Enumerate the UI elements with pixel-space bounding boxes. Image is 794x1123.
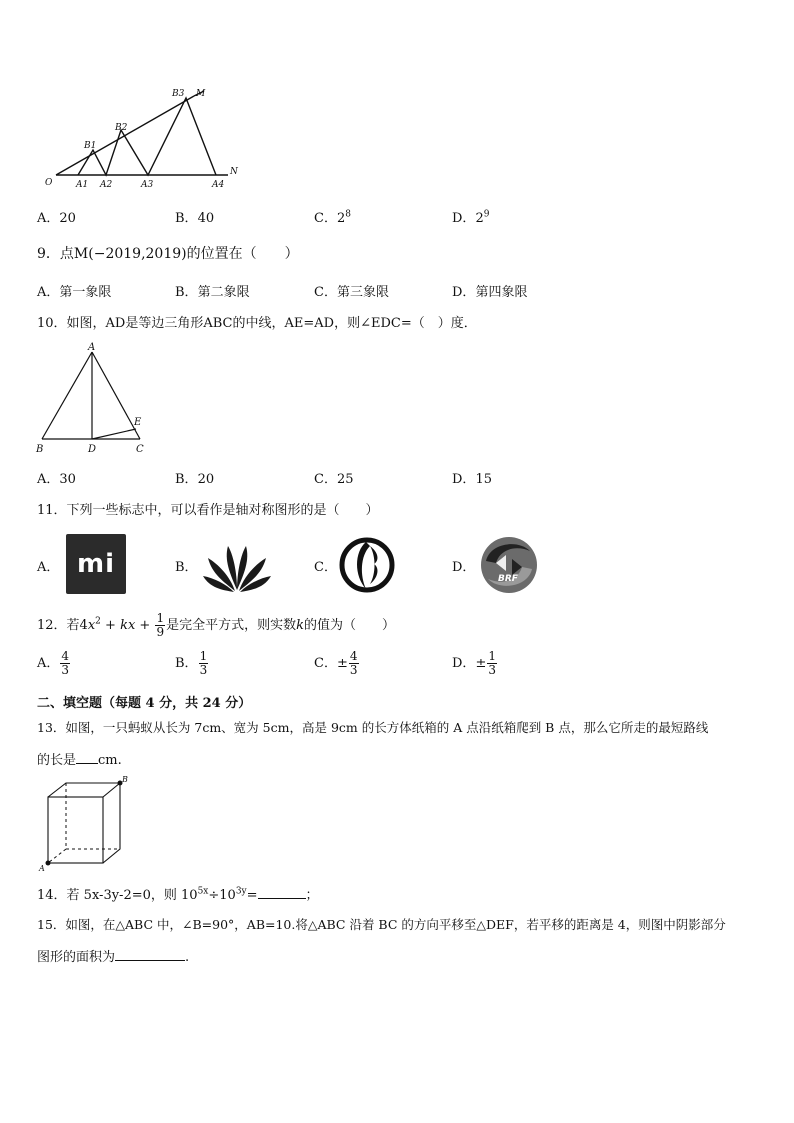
q8-option-c[interactable]: C．$2^8$: [314, 209, 351, 226]
q10-option-d[interactable]: D．15: [452, 472, 492, 487]
q15-question-line1: 15．如图，在△ABC 中，∠B=90°，AB=10.将△ABC 沿着 BC 的方向平移至△DEF，若平移的距离是 4，则图中阴影部分: [37, 917, 726, 932]
q11-option-b[interactable]: B．: [175, 560, 198, 575]
q8-figure: [40, 82, 270, 192]
mi-logo-text: mi: [76, 549, 115, 579]
label-n: N: [230, 167, 238, 177]
label-b2: B2: [115, 123, 128, 133]
label-b3: B3: [172, 89, 185, 99]
label-a1: A1: [76, 180, 89, 190]
q15-question-line2: 图形的面积为 .: [37, 950, 190, 965]
q12-option-c[interactable]: C．± $\frac{4}{3}$: [314, 649, 358, 677]
label-a: A: [39, 864, 45, 873]
label-a2: A2: [100, 180, 113, 190]
circle-face-logo: [336, 534, 398, 596]
q12-option-a[interactable]: A． $\frac{4}{3}$: [37, 649, 70, 677]
q14-answer-blank[interactable]: [258, 898, 306, 899]
q8-option-d[interactable]: D．$2^9$: [452, 209, 490, 226]
q13-figure: [34, 773, 134, 873]
q12-question: 12．若$4x^2$ + kx + $\frac{1}{9}$ 是完全平方式，则实数k的值为（ ）: [37, 611, 396, 639]
q11-option-a[interactable]: A．: [37, 560, 60, 575]
label-b: B: [122, 775, 128, 784]
huawei-logo: [200, 534, 274, 594]
q10-option-a[interactable]: A．30: [37, 472, 76, 487]
mi-logo: [66, 534, 126, 594]
q8-option-a[interactable]: A．20: [37, 211, 76, 226]
label-b: B: [36, 444, 44, 455]
q11-question: 11．下列一些标志中，可以看作是轴对称图形的是（ ）: [37, 503, 379, 518]
q9-question: 9．点M(−2019,2019)的位置在（ ）: [37, 246, 299, 262]
q10-option-b[interactable]: B．20: [175, 472, 215, 487]
q13-question-line1: 13．如图，一只蚂蚁从长为 7cm、宽为 5cm，高是 9cm 的长方体纸箱的 A 点沿纸箱爬到 B 点，那么它所走的最短路线: [37, 720, 709, 735]
q12-option-b[interactable]: B． $\frac{1}{3}$: [175, 649, 208, 677]
q10-question: 10．如图，AD是等边三角形ABC的中线，AE=AD，则∠EDC=（ ）度．: [37, 316, 477, 331]
label-c: C: [136, 444, 144, 455]
q9-option-a[interactable]: A．第一象限: [37, 285, 112, 300]
label-m: M: [196, 89, 206, 99]
brf-logo: [476, 533, 542, 597]
q13-question-line2: 的长是 cm.: [37, 753, 122, 768]
brf-logo-text: BRF: [498, 574, 518, 584]
q13-answer-blank[interactable]: [76, 763, 98, 764]
q9-option-d[interactable]: D．第四象限: [452, 285, 528, 300]
label-a3: A3: [141, 180, 154, 190]
q10-option-c[interactable]: C．25: [314, 472, 354, 487]
q9-option-c[interactable]: C．第三象限: [314, 285, 389, 300]
q15-answer-blank[interactable]: [115, 960, 185, 961]
label-e: E: [134, 417, 142, 428]
q8-option-b[interactable]: B．40: [175, 211, 215, 226]
section-heading: 二、填空题（每题 4 分，共 24 分）: [37, 696, 252, 711]
q14-question: 14．若 5x-3y-2=0，则 $10^{5x}\div 10^{3y}=$ ；: [37, 886, 319, 903]
label-b1: B1: [84, 141, 97, 151]
label-o: O: [45, 178, 53, 188]
label-a: A: [88, 342, 96, 353]
label-a4: A4: [212, 180, 225, 190]
q11-option-c[interactable]: C．: [314, 560, 337, 575]
q12-option-d[interactable]: D．± $\frac{1}{3}$: [452, 649, 496, 677]
q10-figure: [32, 340, 152, 458]
q9-option-b[interactable]: B．第二象限: [175, 285, 250, 300]
label-d: D: [88, 444, 97, 455]
q11-option-d[interactable]: D．: [452, 560, 476, 575]
